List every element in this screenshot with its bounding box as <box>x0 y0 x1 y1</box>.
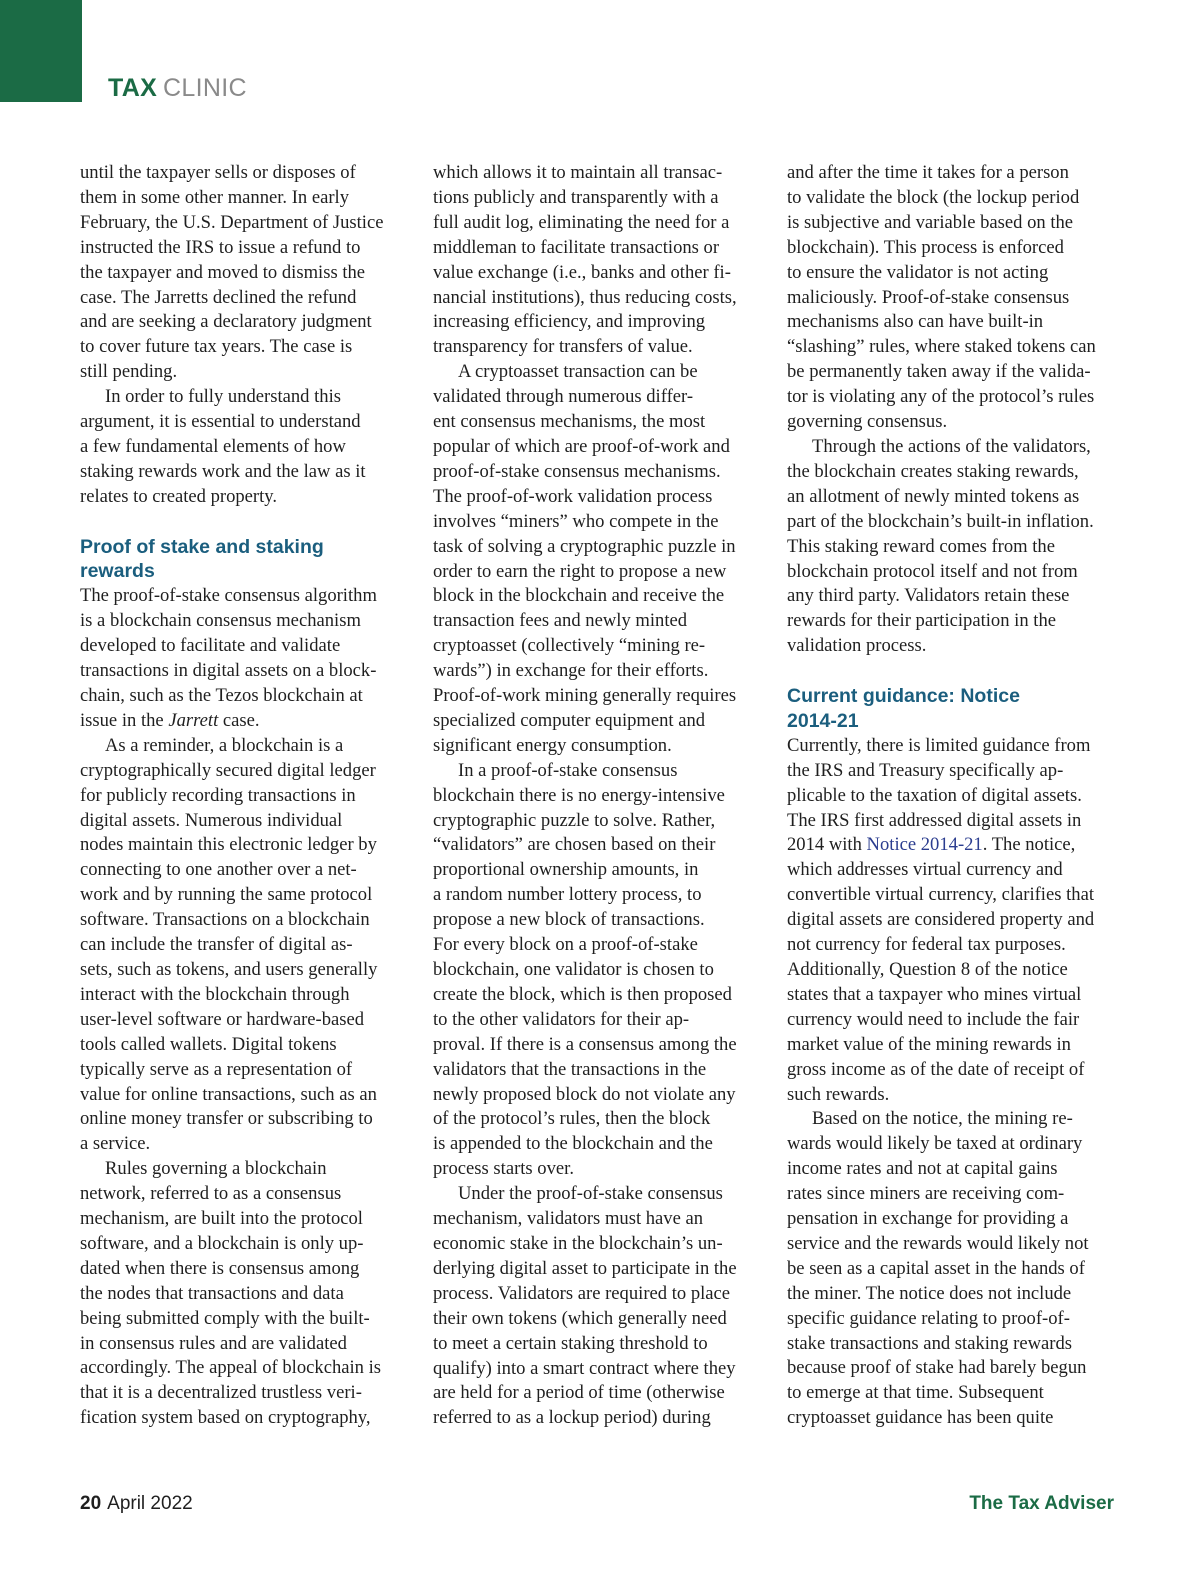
text-line: proof-of-stake consensus mechanisms. <box>433 460 721 482</box>
text-line: In a proof-of-stake consensus <box>458 759 678 781</box>
text-line: Additionally, Question 8 of the notice <box>787 958 1068 980</box>
text-line: them in some other manner. In early <box>80 186 350 208</box>
text-run: issue in the <box>80 709 169 731</box>
text-line: specific guidance relating to proof-of- <box>787 1307 1070 1329</box>
text-line: market value of the mining rewards in <box>787 1033 1071 1055</box>
text-line: user-level software or hardware-based <box>80 1008 365 1030</box>
text-line: software, and a blockchain is only up- <box>80 1232 364 1254</box>
text-line: blockchain protocol itself and not from <box>787 560 1078 582</box>
text-line: mechanism, are built into the protocol <box>80 1208 363 1230</box>
text-line: the nodes that transactions and data <box>80 1282 344 1304</box>
text-line: typically serve as a representation of <box>80 1058 353 1080</box>
text-line: governing consensus. <box>787 411 948 433</box>
text-line: Rules governing a blockchain <box>105 1158 327 1180</box>
text-line: A cryptoasset transaction can be <box>458 361 698 383</box>
text-line: gross income as of the date of receipt of <box>787 1058 1085 1080</box>
text-line: to ensure the validator is not acting <box>787 261 1049 283</box>
text-line: staking rewards work and the law as it <box>80 460 366 482</box>
text-line: For every block on a proof-of-stake <box>433 934 698 956</box>
text-line: cryptoasset (collectively “mining re- <box>433 635 706 657</box>
text-line: digital assets are considered property and <box>787 909 1095 931</box>
text-line: are held for a period of time (otherwise <box>433 1382 725 1404</box>
text-line: Based on the notice, the mining re- <box>812 1108 1073 1130</box>
text-line: The proof-of-stake consensus algorithm <box>80 585 377 607</box>
text-line: to cover future tax years. The case is <box>80 336 353 358</box>
text-line: pensation in exchange for providing a <box>787 1208 1069 1230</box>
section-label-light: CLINIC <box>163 74 247 102</box>
text-line: stake transactions and staking rewards <box>787 1332 1073 1354</box>
text-line: service and the rewards would likely not <box>787 1232 1089 1254</box>
text-line: middleman to facilitate transactions or <box>433 236 720 258</box>
section-label <box>108 74 247 103</box>
text-line: “validators” are chosen based on their <box>433 834 716 856</box>
text-line: which addresses virtual currency and <box>787 859 1063 881</box>
text-line: newly proposed block do not violate any <box>433 1083 736 1105</box>
text-line: popular of which are proof-of-work and <box>433 435 730 457</box>
issue-date: April 2022 <box>107 1493 193 1514</box>
text-line: referred to as a lockup period) during <box>433 1407 711 1429</box>
text-line: nancial institutions), thus reducing costs, <box>433 286 737 308</box>
text-line: nodes maintain this electronic ledger by <box>80 834 377 856</box>
text-line: until the taxpayer sells or disposes of <box>80 162 356 183</box>
text-line: relates to created property. <box>80 485 278 507</box>
text-line <box>787 833 1120 858</box>
text-line: proportional ownership amounts, in <box>433 859 699 881</box>
text-line: to validate the block (the lockup period <box>787 186 1080 208</box>
text-line: significant energy consumption. <box>433 734 672 756</box>
text-line: is a blockchain consensus mechanism <box>80 610 361 632</box>
text-line: specialized computer equipment and <box>433 709 706 731</box>
publication-name: The Tax Adviser <box>969 1493 1114 1514</box>
text-line: be seen as a capital asset in the hands of <box>787 1257 1085 1279</box>
text-line: a few fundamental elements of how <box>80 435 346 457</box>
text-line: proval. If there is a consensus among the <box>433 1033 737 1055</box>
text-line: As a reminder, a blockchain is a <box>105 734 344 756</box>
text-line: The proof-of-work validation process <box>433 485 713 507</box>
footer-page-info <box>80 1493 193 1515</box>
text-line: blockchain, one validator is chosen to <box>433 959 714 980</box>
text-line: ent consensus mechanisms, the most <box>433 411 706 433</box>
text-line: transaction fees and newly minted <box>433 610 688 632</box>
text-line: online money transfer or subscribing to <box>80 1108 373 1130</box>
case-name: Jarrett <box>168 709 219 731</box>
text-line: transactions in digital assets on a block- <box>80 660 377 682</box>
text-line: Proof-of-work mining generally requires <box>433 685 737 707</box>
text-line: transparency for transfers of value. <box>433 336 693 358</box>
text-line: in consensus rules and are validated <box>80 1332 347 1354</box>
section-label-strong: TAX <box>108 74 158 102</box>
text-column-3 <box>787 161 1120 1431</box>
text-line: rewards for their participation in the <box>787 610 1056 632</box>
text-line: the miner. The notice does not include <box>787 1282 1072 1304</box>
text-column-2 <box>433 161 766 1431</box>
text-line: validation process. <box>787 635 927 657</box>
text-line: blockchain). This process is enforced <box>787 236 1064 258</box>
text-line: and after the time it takes for a person <box>787 162 1069 183</box>
text-run: case. <box>218 709 260 731</box>
text-line: “slashing” rules, where staked tokens can <box>787 336 1096 358</box>
text-line: create the block, which is then proposed <box>433 983 732 1005</box>
text-line: involves “miners” who compete in the <box>433 510 719 532</box>
text-line: the blockchain creates staking rewards, <box>787 460 1079 482</box>
text-line: work and by running the same protocol <box>80 884 373 906</box>
text-line: to the other validators for their ap- <box>433 1008 690 1030</box>
text-line: task of solving a cryptographic puzzle in <box>433 535 736 557</box>
text-line: chain, such as the Tezos blockchain at <box>80 685 363 707</box>
text-line: economic stake in the blockchain’s un- <box>433 1232 723 1254</box>
text-line: such rewards. <box>787 1083 890 1105</box>
text-line: interact with the blockchain through <box>80 983 350 1005</box>
text-line: blockchain there is no energy-intensive <box>433 784 725 806</box>
text-line: value exchange (i.e., banks and other fi- <box>433 261 731 283</box>
text-line: of the protocol’s rules, then the block <box>433 1108 711 1130</box>
text-line: validated through numerous differ- <box>433 386 694 408</box>
text-line: the IRS and Treasury specifically ap- <box>787 759 1064 781</box>
text-line: developed to facilitate and validate <box>80 635 341 657</box>
text-line: is appended to the blockchain and the <box>433 1133 713 1155</box>
text-line: for publicly recording transactions in <box>80 784 356 806</box>
text-line: process. Validators are required to place <box>433 1282 731 1304</box>
text-line: cryptographically secured digital ledger <box>80 759 376 781</box>
text-line: a service. <box>80 1133 151 1155</box>
notice-link[interactable]: Notice 2014-21 <box>866 834 983 856</box>
section-heading: Current guidance: Notice <box>787 685 1020 708</box>
text-line: income rates and not at capital gains <box>787 1158 1058 1180</box>
text-line: The IRS first addressed digital assets in <box>787 809 1082 831</box>
text-line: and are seeking a declaratory judgment <box>80 311 372 333</box>
text-line: connecting to one another over a net- <box>80 859 357 881</box>
text-line: rates since miners are receiving com- <box>787 1183 1065 1205</box>
text-line: currency would need to include the fair <box>787 1008 1080 1030</box>
text-line: to emerge at that time. Subsequent <box>787 1382 1044 1404</box>
text-line <box>80 709 412 734</box>
text-line: propose a new block of transactions. <box>433 909 705 931</box>
text-line: digital assets. Numerous individual <box>80 809 343 831</box>
text-line: This staking reward comes from the <box>787 535 1055 557</box>
text-line: order to earn the right to propose a new <box>433 560 727 582</box>
text-line: fication system based on cryptography, <box>80 1407 371 1429</box>
text-line: a random number lottery process, to <box>433 884 702 906</box>
text-line: because proof of stake had barely begun <box>787 1357 1087 1379</box>
text-line: In order to fully understand this <box>105 386 341 408</box>
text-line: can include the transfer of digital as- <box>80 934 353 956</box>
text-line: still pending. <box>80 361 178 383</box>
text-line: not currency for federal tax purposes. <box>787 934 1066 956</box>
text-line: tor is violating any of the protocol’s rules <box>787 386 1095 408</box>
text-line: an allotment of newly minted tokens as <box>787 485 1080 507</box>
text-line: case. The Jarretts declined the refund <box>80 286 357 308</box>
text-line: Under the proof-of-stake consensus <box>458 1183 723 1205</box>
text-line: the taxpayer and moved to dismiss the <box>80 261 366 283</box>
text-line: February, the U.S. Department of Justice <box>80 211 384 233</box>
text-run: . The notice, <box>982 834 1076 856</box>
text-line: their own tokens (which generally need <box>433 1307 727 1329</box>
text-line: Currently, there is limited guidance from <box>787 734 1091 756</box>
text-line: process starts over. <box>433 1158 574 1180</box>
text-line: argument, it is essential to understand <box>80 411 361 433</box>
section-heading: Proof of stake and staking <box>80 535 324 558</box>
text-line: software. Transactions on a blockchain <box>80 909 370 931</box>
text-line: being submitted comply with the built- <box>80 1307 370 1329</box>
header-color-block <box>0 0 82 102</box>
text-line: mechanism, validators must have an <box>433 1208 704 1230</box>
text-line: tools called wallets. Digital tokens <box>80 1033 337 1055</box>
text-line: maliciously. Proof-of-stake consensus <box>787 286 1070 308</box>
text-line: which allows it to maintain all transac- <box>433 162 723 183</box>
text-line: part of the blockchain’s built-in inflation. <box>787 510 1094 532</box>
text-line: sets, such as tokens, and users generally <box>80 958 378 980</box>
text-line: plicable to the taxation of digital assets. <box>787 784 1082 806</box>
text-line: validators that the transactions in the <box>433 1058 707 1080</box>
text-line: any third party. Validators retain these <box>787 585 1070 607</box>
page-number: 20 <box>80 1493 102 1514</box>
text-line: block in the blockchain and receive the <box>433 585 725 607</box>
section-heading: rewards <box>80 560 155 583</box>
text-line: tions publicly and transparently with a <box>433 186 719 208</box>
text-line: cryptographic puzzle to solve. Rather, <box>433 809 716 831</box>
text-line: states that a taxpayer who mines virtual <box>787 983 1082 1005</box>
text-run: 2014 with <box>787 834 867 856</box>
section-heading: 2014-21 <box>787 709 859 732</box>
text-line: derlying digital asset to participate in the <box>433 1257 737 1279</box>
text-line: accordingly. The appeal of blockchain is <box>80 1357 382 1379</box>
text-line: dated when there is consensus among <box>80 1257 360 1279</box>
text-line: convertible virtual currency, clarifies that <box>787 884 1094 906</box>
text-line: instructed the IRS to issue a refund to <box>80 236 361 258</box>
text-column-1 <box>80 161 412 1431</box>
text-line: that it is a decentralized trustless veri- <box>80 1382 362 1404</box>
text-line: qualify) into a smart contract where they <box>433 1357 736 1379</box>
text-line: to meet a certain staking threshold to <box>433 1332 708 1354</box>
text-line: be permanently taken away if the valida- <box>787 361 1091 383</box>
text-line: mechanisms also can have built-in <box>787 311 1044 333</box>
text-line: value for online transactions, such as an <box>80 1083 377 1105</box>
text-line: wards would likely be taxed at ordinary <box>787 1133 1083 1155</box>
text-line: is subjective and variable based on the <box>787 211 1074 233</box>
text-line: increasing efficiency, and improving <box>433 311 706 333</box>
text-line: cryptoasset guidance has been quite <box>787 1407 1054 1429</box>
text-line: full audit log, eliminating the need for a <box>433 211 730 233</box>
text-line: wards”) in exchange for their efforts. <box>433 660 709 682</box>
text-line: network, referred to as a consensus <box>80 1183 342 1205</box>
text-line: Through the actions of the validators, <box>812 435 1091 457</box>
